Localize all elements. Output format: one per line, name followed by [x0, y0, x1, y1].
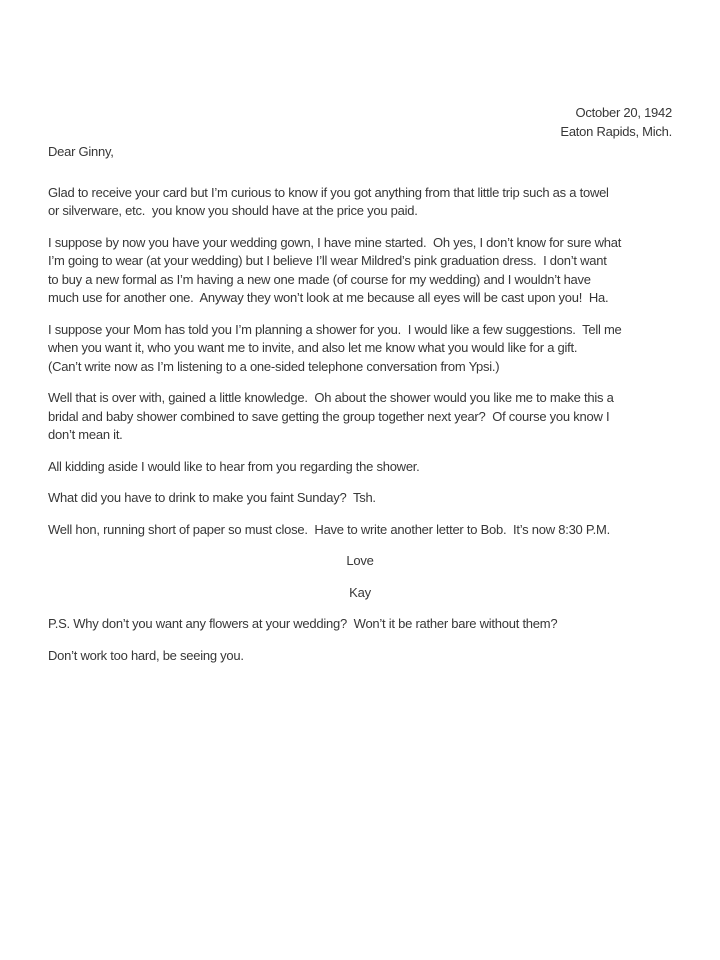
- paragraph-line: What did you have to drink to make you faint Sunday? Tsh.: [48, 490, 376, 505]
- paragraph: [48, 458, 672, 477]
- paragraph: [48, 521, 672, 540]
- letter-place: Eaton Rapids, Mich.: [560, 123, 672, 139]
- closing: Love: [346, 553, 374, 568]
- paragraph: [48, 184, 672, 221]
- paragraph-line: bridal and baby shower combined to save getting the group together next year? Of course you know I: [48, 408, 610, 424]
- paragraph-line: Don’t work too hard, be seeing you.: [48, 647, 244, 663]
- paragraph: [48, 647, 672, 666]
- letter-body: [48, 184, 672, 540]
- paragraph: [48, 389, 672, 445]
- paragraph: [48, 321, 672, 377]
- salutation: Dear Ginny,: [48, 144, 114, 159]
- paragraph: [48, 234, 672, 308]
- letter-date: October 20, 1942: [575, 105, 672, 120]
- letter-header: [48, 104, 672, 141]
- paragraph-line: Well hon, running short of paper so must close. Have to write another letter to Bob. It’s now 8:30 P.M.: [48, 521, 610, 537]
- paragraph-line: (Can’t write now as I’m listening to a one-sided telephone conversation from Ypsi.): [48, 358, 500, 374]
- paragraph-line: much use for another one. Anyway they won’t look at me because all eyes will be cast upon you! Ha.: [48, 290, 609, 305]
- paragraph-line: I suppose by now you have your wedding gown, I have mine started. Oh yes, I don’t know for sure what: [48, 234, 622, 250]
- signature: Kay: [349, 584, 371, 600]
- postscript: [48, 615, 672, 665]
- paragraph-line: or silverware, etc. you know you should have at the price you paid.: [48, 203, 418, 218]
- paragraph-line: to buy a new formal as I’m having a new one made (of course for my wedding) and I wouldn’t have: [48, 271, 591, 287]
- paragraph: [48, 615, 672, 634]
- paragraph-line: Glad to receive your card but I’m curious to know if you got anything from that little trip such as a towel: [48, 184, 609, 200]
- paragraph-line: All kidding aside I would like to hear from you regarding the shower.: [48, 458, 420, 474]
- paragraph-line: when you want it, who you want me to invite, and also let me know what you would like for a gift.: [48, 340, 578, 355]
- paragraph: [48, 489, 672, 508]
- paragraph-line: don’t mean it.: [48, 427, 123, 442]
- paragraph-line: P.S. Why don’t you want any flowers at your wedding? Won’t it be rather bare without them?: [48, 616, 558, 631]
- paragraph-line: I’m going to wear (at your wedding) but I believe I’ll wear Mildred’s pink graduation dress. I don’t want: [48, 253, 607, 268]
- paragraph-line: I suppose your Mom has told you I’m planning a shower for you. I would like a few suggestions. Tell me: [48, 321, 622, 337]
- paragraph-line: Well that is over with, gained a little knowledge. Oh about the shower would you like me to make this a: [48, 390, 614, 405]
